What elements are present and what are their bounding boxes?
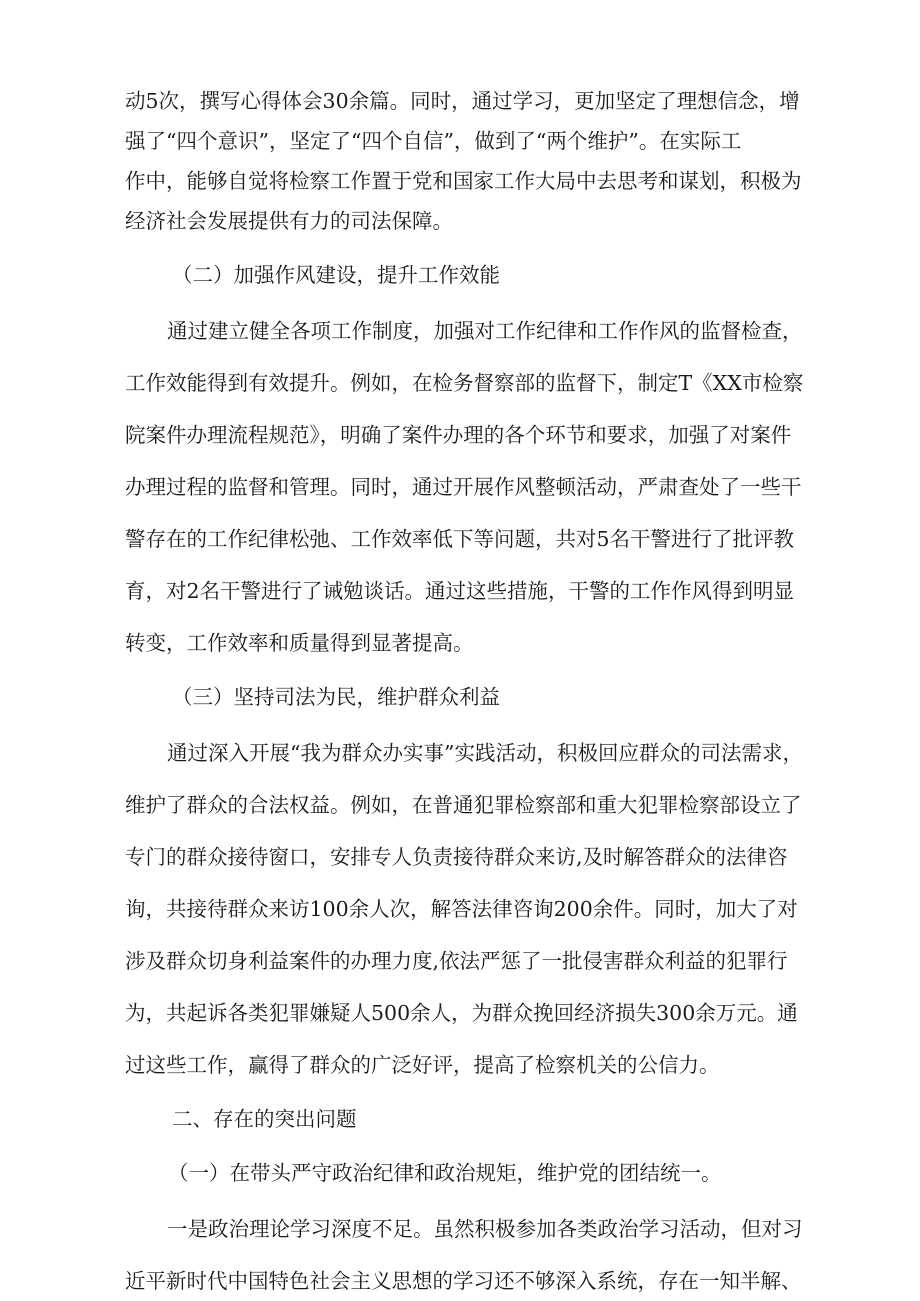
paragraph-line: 转变，工作效率和质量得到显著提高。 xyxy=(125,631,474,655)
section-heading: 二、存在的突出问题 xyxy=(172,1107,357,1131)
paragraph-line: 为，共起诉各类犯罪嫌疑人500余人，为群众挽回经济损失300余万元。通 xyxy=(125,1001,798,1025)
section-heading: （三）坚持司法为民，维护群众利益 xyxy=(172,685,500,709)
paragraph-line: 涉及群众切身利益案件的办理力度,依法严惩了一批侵害群众利益的犯罪行 xyxy=(125,949,788,973)
paragraph-line: 询，共接待群众来访100余人次，解答法律咨询200余件。同时，加大了对 xyxy=(125,897,798,921)
paragraph-line: 办理过程的监督和管理。同时，通过开展作风整顿活动，严肃查处了一些干 xyxy=(125,475,802,499)
paragraph-line: 工作效能得到有效提升。例如，在检务督察部的监督下，制定T《XX市检察 xyxy=(125,371,804,395)
paragraph-line: 动5次，撰写心得体会30余篇。同时，通过学习，更加坚定了理想信念，增 xyxy=(125,89,800,113)
paragraph-line: 院案件办理流程规范》，明确了案件办理的各个环节和要求，加强了对案件 xyxy=(125,423,792,447)
paragraph-line: 维护了群众的合法权益。例如，在普通犯罪检察部和重大犯罪检察部设立了 xyxy=(125,793,802,817)
paragraph-line: 强了“四个意识”，坚定了“四个自信”，做到了“两个维护”。在实际工 xyxy=(125,129,742,153)
paragraph-line: 专门的群众接待窗口，安排专人负责接待群众来访,及时解答群众的法律咨 xyxy=(125,845,788,869)
subsection-heading: （一）在带头严守政治纪律和政治规矩，维护党的团结统一。 xyxy=(168,1161,722,1185)
section-heading: （二）加强作风建设，提升工作效能 xyxy=(172,263,500,287)
paragraph-line: 作中，能够自觉将检察工作置于党和国家工作大局中去思考和谋划，积极为 xyxy=(125,169,802,193)
paragraph-line: 过这些工作，赢得了群众的广泛好评，提高了检察机关的公信力。 xyxy=(125,1053,720,1077)
paragraph-line: 近平新时代中国特色社会主义思想的学习还不够深入系统，存在一知半解、 xyxy=(125,1269,802,1293)
paragraph-line: 警存在的工作纪律松弛、工作效率低下等问题，共对5名干警进行了批评教 xyxy=(125,527,795,551)
paragraph-line: 通过深入开展“我为群众办实事”实践活动，积极回应群众的司法需求， xyxy=(167,741,803,765)
paragraph-line: 育，对2名干警进行了诫勉谈话。通过这些措施，干警的工作作风得到明显 xyxy=(125,579,795,603)
paragraph-line: 通过建立健全各项工作制度，加强对工作纪律和工作作风的监督检查， xyxy=(167,319,803,343)
paragraph-line: 经济社会发展提供有力的司法保障。 xyxy=(125,209,453,233)
paragraph-line: 一是政治理论学习深度不足。虽然积极参加各类政治学习活动，但对习 xyxy=(167,1217,803,1241)
